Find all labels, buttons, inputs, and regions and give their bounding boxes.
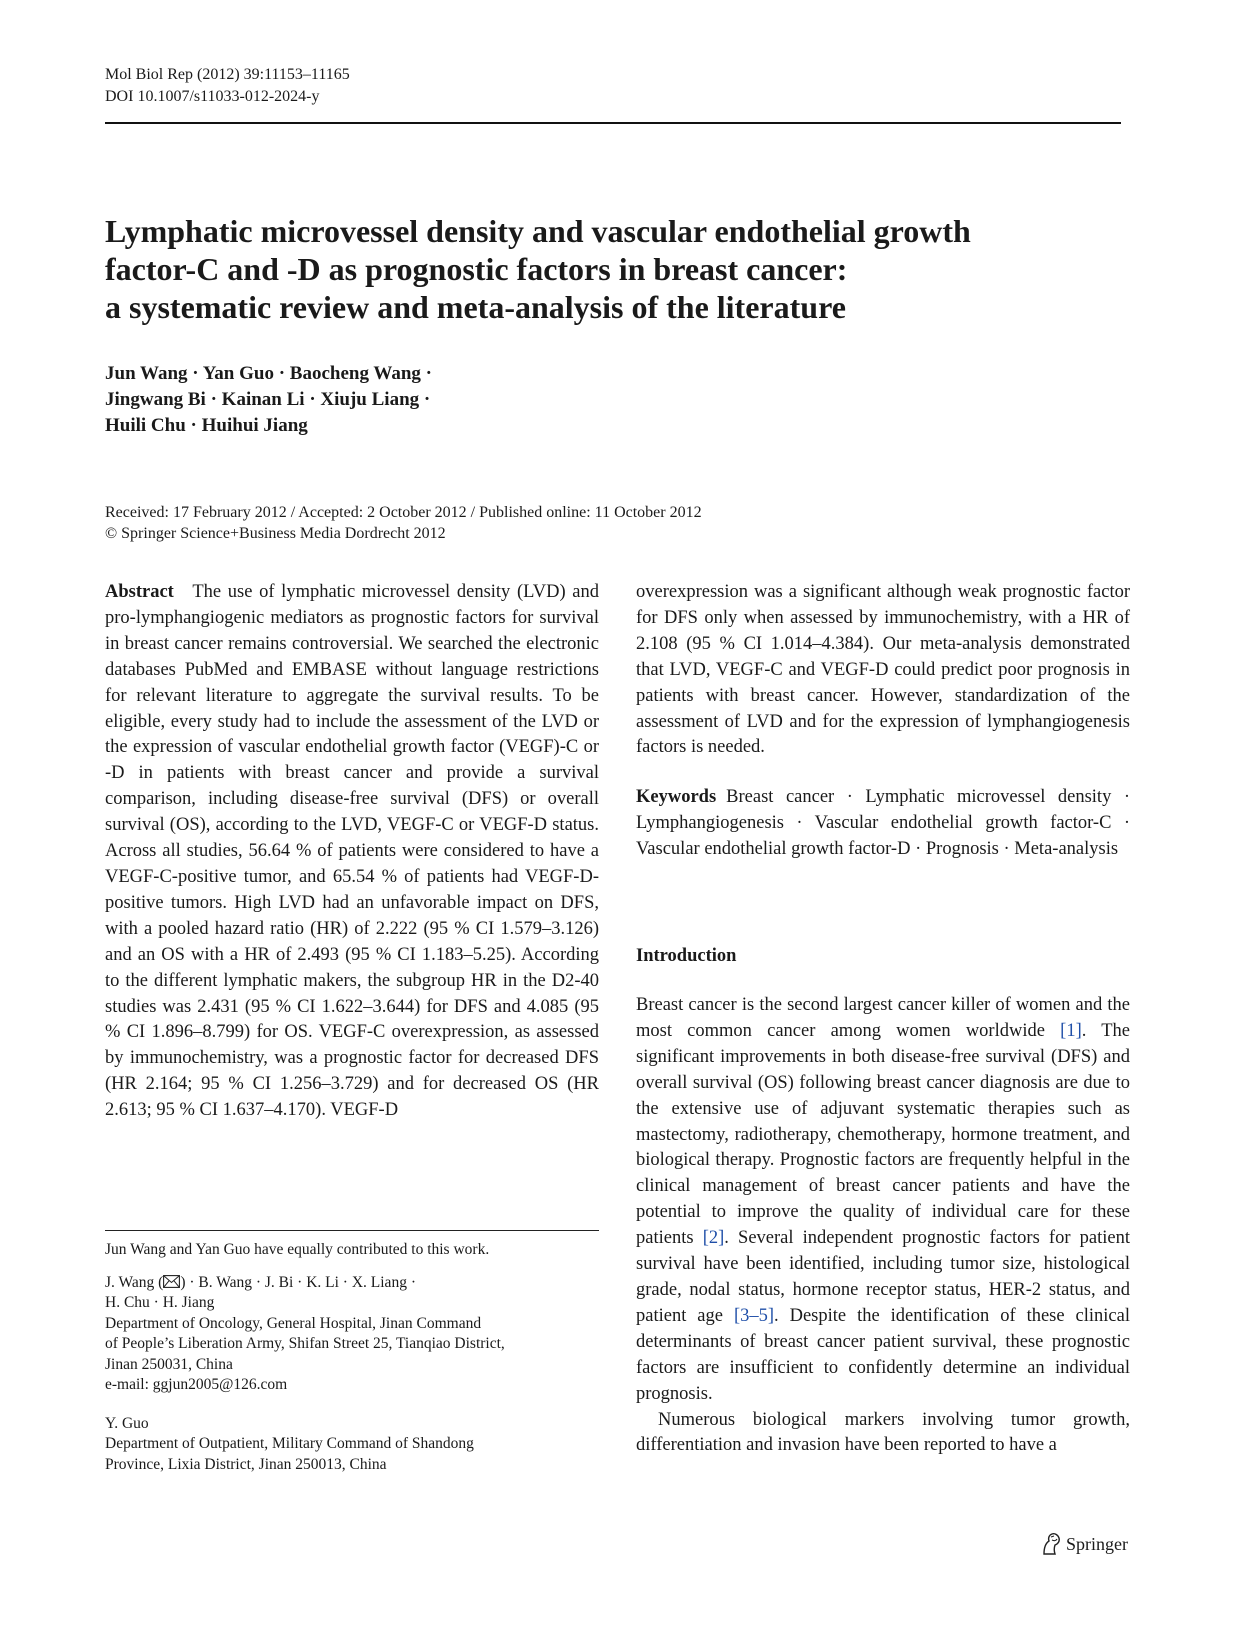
publication-dates: [105, 502, 702, 544]
title-line: Lymphatic microvessel density and vascular endothelial growth: [105, 213, 971, 249]
keywords-heading: Keywords: [636, 787, 717, 808]
affiliation-authors-line: J. Wang ( ) · B. Wang · J. Bi · K. Li · X. Liang ·: [105, 1273, 416, 1291]
history-dates: Received: 17 February 2012 / Accepted: 2 October 2012 / Published online: 11 October 2012: [105, 504, 702, 521]
author-line: Jingwang Bi · Kainan Li · Xiuju Liang ·: [105, 389, 431, 410]
title-line: factor-C and -D as prognostic factors in breast cancer:: [105, 251, 848, 287]
citation-link[interactable]: [2]: [702, 1228, 725, 1249]
footnote-rule: [105, 1230, 599, 1231]
keywords-paragraph: [636, 785, 1130, 863]
affiliation-address-line: Department of Oncology, General Hospital, Jinan Command: [105, 1314, 482, 1332]
affiliation-address-line: Jinan 250031, China: [105, 1355, 233, 1373]
abstract-text: The use of lymphatic microvessel density (LVD) and pro-lymphangiogenic mediators as prognostic factors for survival in breast cancer remains controversial. We searched the electronic databases PubMed and EMBASE without language restrictions for relevant literature to aggregate the survival results. To be eligible, every study had to include the assessment of the LVD or the expression of vascular endothelial growth factor (VEGF)-C or -D in patients with breast cancer and provide a survival comparison, including disease-free survival (DFS) or overall survival (OS), according to the LVD, VEGF-C or VEGF-D status. Across all studies, 56.64 % of patients were considered to have a VEGF-C-positive tumor, and 65.54 % of patients had VEGF-D-positive tumors. High LVD had an unfavorable impact on DFS, with a pooled hazard ratio (HR) of 2.222 (95 % CI 1.579–3.126) and an OS with a HR of 2.493 (95 % CI 1.183–5.25). According to the different lymphatic makers, the subgroup HR in the D2-40 studies was 2.431 (95 % CI 1.622–3.644) for DFS and 4.085 (95 % CI 1.896–8.799) for OS. VEGF-C overexpression, as assessed by immunochemistry, was a prognostic factor for decreased DFS (HR 2.164; 95 % CI 1.256–3.729) and for decreased OS (HR 2.613; 95 % CI 1.637–4.170). VEGF-D: [105, 582, 599, 1121]
affiliation-author: Y. Guo: [105, 1414, 149, 1432]
journal-citation: Mol Biol Rep (2012) 39:11153–11165: [105, 66, 350, 83]
equal-contribution-note: Jun Wang and Yan Guo have equally contributed to this work.: [105, 1241, 490, 1258]
affiliation-2: [105, 1414, 599, 1476]
header-rule: [105, 122, 1121, 124]
introduction-paragraph-1: Breast cancer is the second largest cancer killer of women and the most common cancer among women worldwide [1]. The significant improvements in both disease-free survival (DFS) and overall survival (OS) following breast cancer diagnosis are due to the extensive use of adjuvant systematic therapies such as mastectomy, radiotherapy, chemotherapy, hormone treatment, and biological therapy. Prognostic factors are frequently helpful in the clinical management of breast cancer patients and have the potential to improve the quality of individual care for these patients [2]. Several independent prognostic factors for patient survival have been identified, including tumor size, histological grade, nodal status, hormone receptor status, HER-2 status, and patient age [3–5]. Despite the identification of these clinical determinants of breast cancer patient survival, these prognostic factors are insufficient to confidently determine an individual prognosis.: [636, 995, 1130, 1404]
journal-header: [105, 64, 350, 108]
footnotes: [105, 1240, 599, 1493]
author-line: Huili Chu · Huihui Jiang: [105, 415, 308, 436]
title-line: a systematic review and meta-analysis of the literature: [105, 289, 846, 325]
springer-horse-icon: [1040, 1532, 1062, 1556]
citation-link[interactable]: [1]: [1060, 1020, 1082, 1041]
corresponding-email[interactable]: e-mail: ggjun2005@126.com: [105, 1376, 288, 1393]
doi: DOI 10.1007/s11033-012-2024-y: [105, 88, 320, 105]
keywords-text: Breast cancer · Lymphatic microvessel density · Lymphangiogenesis · Vascular endothelial growth factor-C · Vascular endothelial growth factor-D · Prognosis · Meta-analysis: [636, 787, 1130, 860]
affiliation-1: [105, 1273, 599, 1396]
abstract-heading: Abstract: [105, 582, 174, 602]
affiliation-authors-line: H. Chu · H. Jiang: [105, 1294, 215, 1311]
envelope-icon: [163, 1275, 180, 1288]
publisher-logo: [1040, 1532, 1128, 1556]
affiliation-address-line: of People’s Liberation Army, Shifan Street 25, Tianqiao District,: [105, 1335, 505, 1352]
introduction-heading: Introduction: [636, 946, 737, 966]
left-column: [105, 580, 599, 1124]
copyright: © Springer Science+Business Media Dordrecht 2012: [105, 525, 446, 542]
author-list: [105, 361, 432, 439]
right-column: [636, 580, 1130, 863]
introduction-paragraph-2: Numerous biological markers involving tumor growth, differentiation and invasion have been reported to have a: [636, 1409, 1130, 1456]
affiliation-address-line: Department of Outpatient, Military Command of Shandong: [105, 1435, 474, 1452]
publisher-name: Springer: [1066, 1533, 1128, 1554]
abstract-paragraph: [105, 580, 599, 1124]
author-line: Jun Wang · Yan Guo · Baocheng Wang ·: [105, 363, 432, 384]
citation-link[interactable]: [3–5]: [733, 1305, 775, 1326]
introduction-body: [636, 993, 1130, 1459]
affiliation-address-line: Province, Lixia District, Jinan 250013, China: [105, 1455, 387, 1473]
paper-title: [105, 212, 1105, 326]
abstract-continuation: overexpression was a significant although weak prognostic factor for DFS only when assessed by immunochemistry, with a HR of 2.108 (95 % CI 1.014–4.384). Our meta-analysis demonstrated that LVD, VEGF-C and VEGF-D could predict poor prognosis in patients with breast cancer. However, standardization of the assessment of LVD and for the expression of lymphangiogenesis factors is needed.: [636, 582, 1130, 758]
